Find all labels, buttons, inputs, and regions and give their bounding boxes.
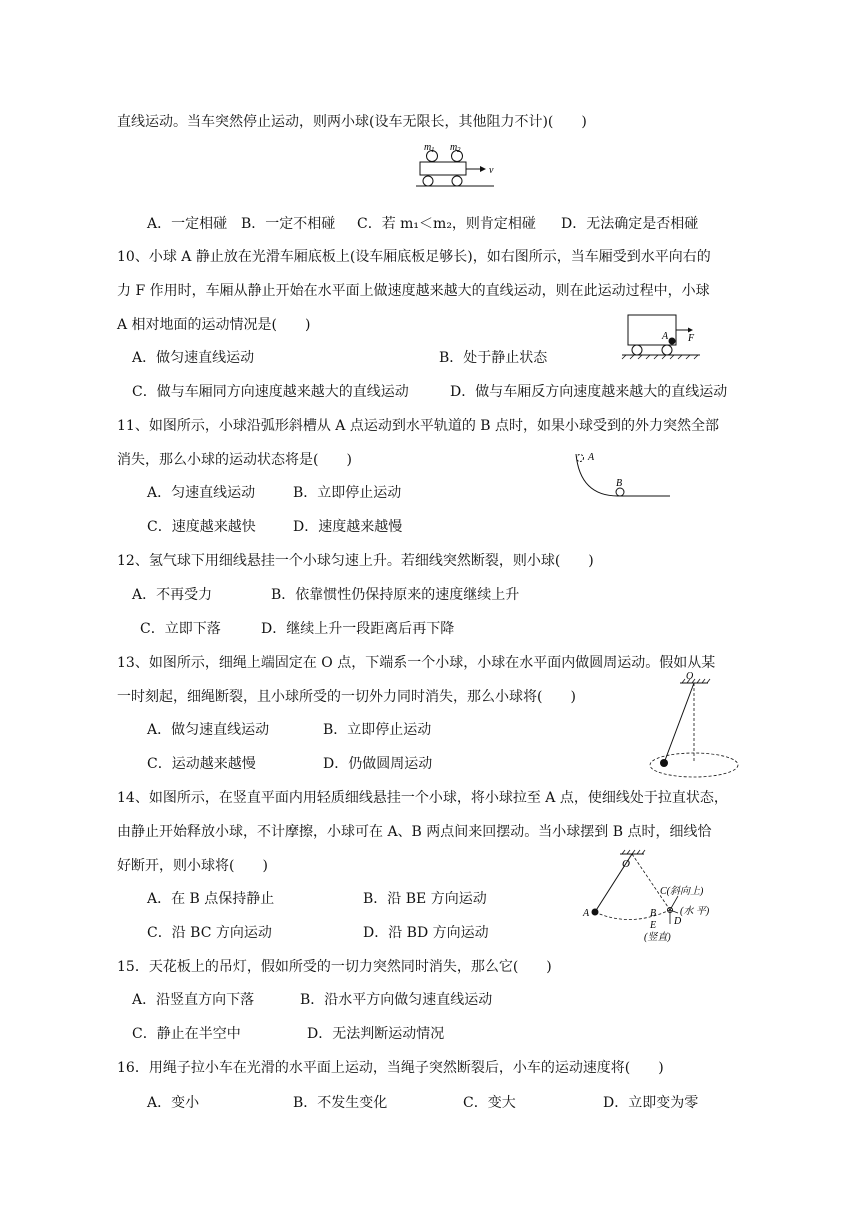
q12-option-a: A．不再受力: [132, 587, 213, 603]
q16-stem-line1: 16．用绳子拉小车在光滑的水平面上运动，当绳子突然断裂后，小车的运动速度将( ): [117, 1060, 664, 1076]
q10-option-c: C．做与车厢同方向速度越来越大的直线运动: [132, 384, 409, 400]
q9-m1-label: m: [424, 142, 432, 153]
q13-point-o-label: O: [686, 671, 694, 682]
q11-point-b-label: B: [616, 478, 623, 489]
q14-point-c-label: C(斜向上): [660, 886, 704, 897]
q16-option-c: C．变大: [463, 1095, 516, 1111]
q9-option-a: A．一定相碰: [147, 216, 228, 232]
q16-option-b: B．不发生变化: [293, 1095, 388, 1111]
q10-stem-line1: 10、小球 A 静止放在光滑车厢底板上(设车厢底板足够长)，如右图所示，当车厢受到水平向右的: [117, 249, 711, 265]
q14-point-a-label: A: [583, 908, 590, 919]
q10-stem-line2: 力 F 作用时，车厢从静止开始在水平面上做速度越来越大的直线运动，则在此运动过程中，小球: [117, 283, 710, 299]
q14-swing-figure: [580, 848, 730, 948]
q14-option-d: D．沿 BD 方向运动: [363, 925, 489, 941]
q10-force-label: F: [688, 333, 695, 344]
q15-option-c: C．静止在半空中: [132, 1026, 241, 1042]
q16-option-d: D．立即变为零: [603, 1095, 699, 1111]
q9-m2-label: m: [450, 142, 458, 153]
q14-point-e-label: E: [650, 920, 657, 931]
q11-track-figure: [570, 448, 675, 500]
q9-option-d: D．无法确定是否相碰: [561, 216, 699, 232]
q11-point-a-label: A: [588, 452, 595, 463]
q11-option-b: B．立即停止运动: [293, 485, 402, 501]
q9-m2-sub: 2: [457, 146, 461, 154]
q14-point-d-label: D: [674, 916, 682, 927]
q15-option-d: D．无法判断运动情况: [307, 1026, 445, 1042]
q10-stem-line3: A 相对地面的运动情况是( ): [117, 317, 311, 333]
q13-option-a: A．做匀速直线运动: [147, 722, 270, 738]
q14-option-a: A．在 B 点保持静止: [147, 891, 275, 907]
q14-point-o-label: O: [622, 858, 630, 870]
q9-stem-tail: 直线运动。当车突然停止运动，则两小球(设车无限长，其他阻力不计)( ): [117, 114, 587, 130]
q14-point-e-note: (竖直): [644, 932, 671, 943]
q9-cart-figure: [414, 143, 504, 191]
q12-option-c: C．立即下落: [140, 621, 221, 637]
q14-stem-line1: 14、如图所示，在竖直平面内用轻质细线悬挂一个小球，将小球拉至 A 点，使细线处于拉直状态，: [117, 790, 728, 806]
q16-option-a: A．变小: [147, 1095, 200, 1111]
q10-option-d: D．做与车厢反方向速度越来越大的直线运动: [450, 384, 728, 400]
q15-option-a: A．沿竖直方向下落: [132, 992, 255, 1008]
q13-option-d: D．仍做圆周运动: [323, 756, 433, 772]
q14-point-d-note: (水 平): [680, 906, 710, 917]
q12-option-b: B．依靠惯性仍保持原来的速度继续上升: [271, 587, 520, 603]
q9-option-c: C．若 m₁＜m₂，则肯定相碰: [357, 216, 536, 232]
q10-carriage-figure: [620, 313, 705, 358]
q13-stem-line2: 一时刻起，细绳断裂，且小球所受的一切外力同时消失，那么小球将( ): [117, 689, 576, 705]
q9-m1-sub: 1: [431, 146, 435, 154]
q11-option-a: A．匀速直线运动: [147, 485, 256, 501]
q15-option-b: B．沿水平方向做匀速直线运动: [300, 992, 493, 1008]
q10-option-b: B．处于静止状态: [439, 350, 548, 366]
q14-option-b: B．沿 BE 方向运动: [363, 891, 487, 907]
q11-option-d: D．速度越来越慢: [293, 519, 403, 535]
q11-option-c: C．速度越来越快: [147, 519, 256, 535]
q14-point-b-label: B: [650, 908, 657, 919]
q13-pendulum-figure: [650, 670, 750, 780]
q14-option-c: C．沿 BC 方向运动: [147, 925, 272, 941]
q9-velocity-label: v: [489, 165, 494, 176]
q14-stem-line2: 由静止开始释放小球，不计摩擦，小球可在 A、B 两点间来回摆动。当小球摆到 B 点时，细线恰: [117, 824, 712, 840]
q15-stem-line1: 15．天花板上的吊灯，假如所受的一切力突然同时消失，那么它( ): [117, 959, 552, 975]
q10-ball-label: A: [662, 331, 669, 342]
q11-stem-line1: 11、如图所示，小球沿弧形斜槽从 A 点运动到水平轨道的 B 点时，如果小球受到的外力突然全部: [117, 418, 720, 434]
q12-stem-line1: 12、氢气球下用细线悬挂一个小球匀速上升。若细线突然断裂，则小球( ): [117, 553, 594, 569]
q14-stem-line3: 好断开，则小球将( ): [117, 858, 268, 874]
q10-option-a: A．做匀速直线运动: [132, 350, 255, 366]
q9-option-b: B．一定不相碰: [241, 216, 336, 232]
q13-option-b: B．立即停止运动: [323, 722, 432, 738]
q13-stem-line1: 13、如图所示，细绳上端固定在 O 点，下端系一个小球，小球在水平面内做圆周运动。假如从某: [117, 655, 716, 671]
q13-option-c: C．运动越来越慢: [147, 756, 256, 772]
q11-stem-line2: 消失，那么小球的运动状态将是( ): [117, 452, 352, 468]
q12-option-d: D．继续上升一段距离后再下降: [261, 621, 455, 637]
